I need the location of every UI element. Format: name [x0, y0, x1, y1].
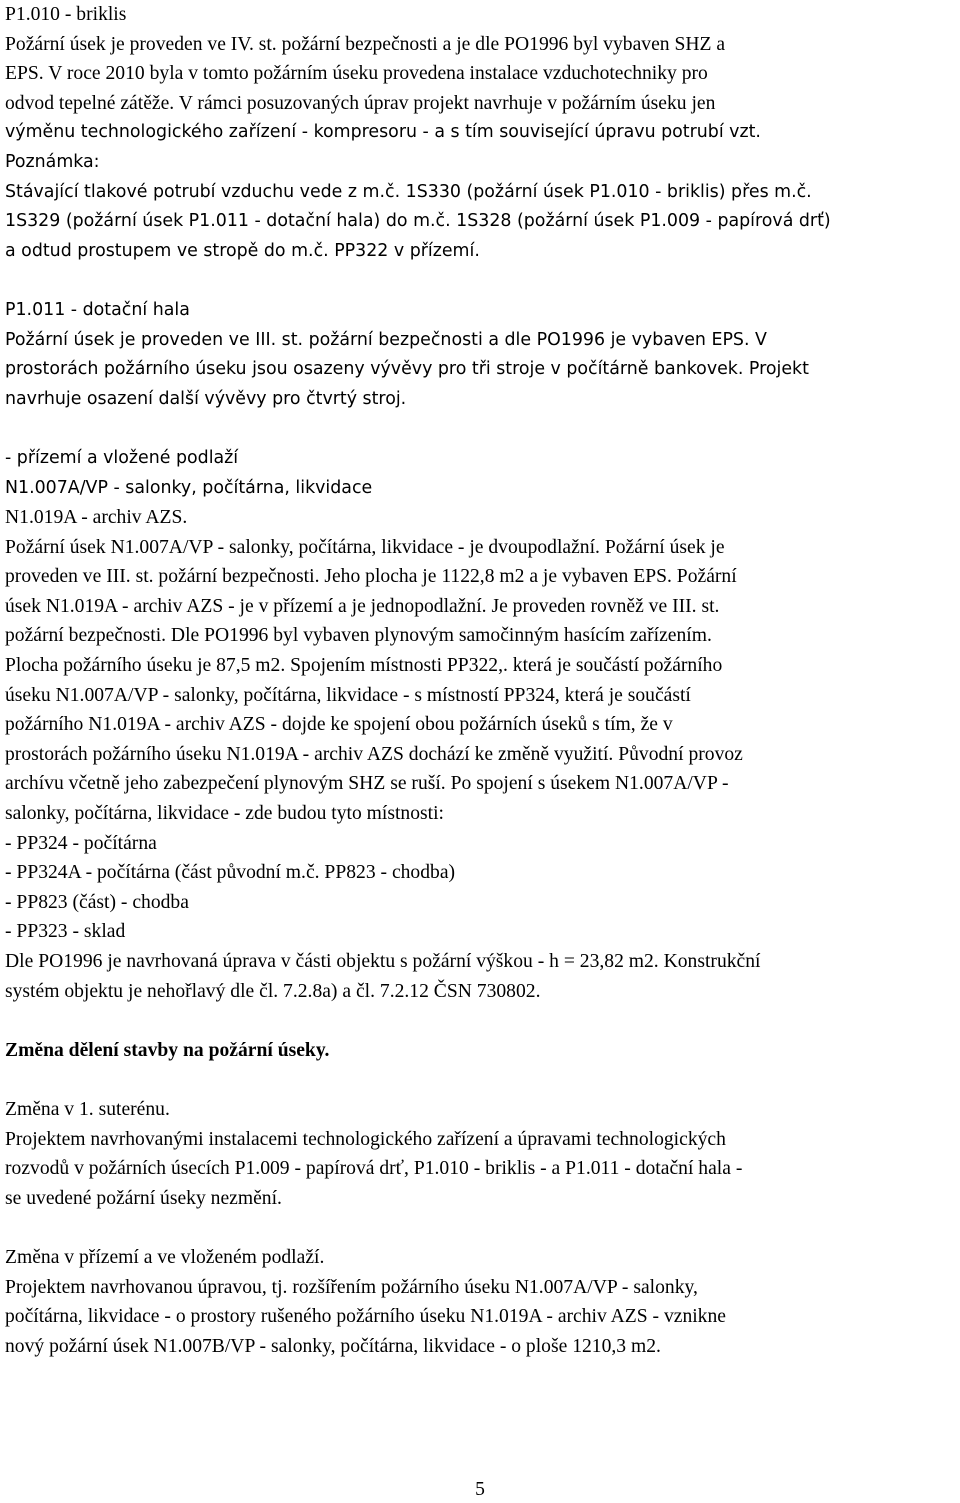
section-briklis [5, 0, 960, 266]
spacer [5, 1006, 960, 1036]
note-label: Poznámka: [5, 151, 100, 172]
page-number: 5 [475, 1479, 485, 1500]
section-heading-dotacni-hala: P1.011 - dotační hala [5, 299, 190, 320]
paragraph-line: odvod tepelné zátěže. V rámci posuzovaných úprav projekt navrhuje v požárním úseku jen [5, 92, 716, 114]
paragraph-line: prostorách požárního úseku jsou osazeny vývěvy pro tři stroje v počítárně bankovek. Projekt [5, 359, 809, 380]
paragraph-line: Požární úsek je proveden ve IV. st. požární bezpečnosti a je dle PO1996 byl vybaven SHZ a [5, 33, 726, 55]
list-item: N1.019A - archiv AZS. [5, 507, 188, 529]
paragraph-line: EPS. V roce 2010 byla v tomto požárním úseku provedena instalace vzduchotechniky pro [5, 63, 708, 85]
document-page [5, 0, 960, 1361]
list-item: - PP324A - počítárna (část původní m.č. PP823 - chodba) [5, 862, 456, 884]
paragraph-line: se uvedené požární úseky nezmění. [5, 1187, 282, 1209]
paragraph-line: archívu včetně jeho zabezpečení plynovým SHZ se ruší. Po spojení s úsekem N1.007A/VP - [5, 773, 729, 795]
spacer [5, 414, 960, 444]
paragraph-line: Požární úsek N1.007A/VP - salonky, počítárna, likvidace - je dvoupodlažní. Požární úsek je [5, 536, 725, 558]
paragraph-line: salonky, počítárna, likvidace - zde budou tyto místnosti: [5, 803, 444, 825]
spacer [5, 1213, 960, 1243]
subsection-heading-suteren: Změna v 1. suterénu. [5, 1098, 170, 1120]
paragraph-line: požárního N1.019A - archiv AZS - dojde ke spojení obou požárních úseků s tím, že v [5, 714, 673, 736]
paragraph-line: Dle PO1996 je navrhovaná úprava v části objektu s požární výškou - h = 23,82 m2. Konstrukční [5, 951, 761, 972]
paragraph-line: požární bezpečnosti. Dle PO1996 byl vybaven plynovým samočinným hasícím zařízením. [5, 625, 712, 647]
paragraph-line: Plocha požárního úseku je 87,5 m2. Spojením místnosti PP322,. která je součástí požárního [5, 655, 723, 677]
spacer [5, 266, 960, 296]
paragraph-line: úseku N1.007A/VP - salonky, počítárna, likvidace - s místností PP324, která je součástí [5, 684, 691, 706]
section-zmena [5, 1036, 960, 1362]
paragraph-line: Požární úsek je proveden ve III. st. požární bezpečnosti a dle PO1996 je vybaven EPS. V [5, 329, 767, 350]
list-item: - PP324 - počítárna [5, 832, 157, 854]
paragraph-line: Projektem navrhovanými instalacemi technologického zařízení a úpravami technologických [5, 1128, 726, 1150]
paragraph-line: navrhuje osazení další vývěvy pro čtvrtý stroj. [5, 388, 407, 409]
paragraph-line: úsek N1.019A - archiv AZS - je v přízemí a je jednopodlažní. Je proveden rovněž ve III. st. [5, 595, 720, 617]
paragraph-line: systém objektu je nehořlavý dle čl. 7.2.8a) a čl. 7.2.12 ČSN 730802. [5, 980, 541, 1002]
section-prizemi [5, 444, 960, 1006]
note-line: Stávající tlakové potrubí vzduchu vede z m.č. 1S330 (požární úsek P1.010 - briklis) přes m.č. [5, 181, 812, 202]
spacer [5, 1065, 960, 1095]
subsection-heading-prizemi: Změna v přízemí a ve vloženém podlaží. [5, 1246, 325, 1268]
section-heading-zmena: Změna dělení stavby na požární úseky. [5, 1039, 330, 1061]
list-item: N1.007A/VP - salonky, počítárna, likvidace [5, 477, 373, 498]
paragraph-line: nový požární úsek N1.007B/VP - salonky, počítárna, likvidace - o ploše 1210,3 m2. [5, 1335, 661, 1357]
paragraph-line: Projektem navrhovanou úpravou, tj. rozšířením požárního úseku N1.007A/VP - salonky, [5, 1276, 698, 1298]
note-line: a odtud prostupem ve stropě do m.č. PP322 v přízemí. [5, 240, 480, 261]
list-item: - PP323 - sklad [5, 921, 126, 943]
paragraph-line: výměnu technologického zařízení - kompresoru - a s tím související úpravu potrubí vzt. [5, 122, 761, 143]
section-heading-briklis: P1.010 - briklis [5, 4, 127, 25]
paragraph-line: rozvodů v požárních úsecích P1.009 - papírová drť, P1.010 - briklis - a P1.011 - dotační hala - [5, 1158, 743, 1180]
note-line: 1S329 (požární úsek P1.011 - dotační hala) do m.č. 1S328 (požární úsek P1.009 - papírová drť) [5, 211, 831, 232]
paragraph-line: prostorách požárního úseku N1.019A - archiv AZS dochází ke změně využití. Původní provoz [5, 743, 743, 765]
subsection-heading: - přízemí a vložené podlaží [5, 447, 239, 468]
section-dotacni-hala [5, 296, 960, 414]
paragraph-line: počítárna, likvidace - o prostory rušeného požárního úseku N1.019A - archiv AZS - vznikne [5, 1306, 726, 1328]
paragraph-line: proveden ve III. st. požární bezpečnosti. Jeho plocha je 1122,8 m2 a je vybaven EPS. Požární [5, 566, 737, 588]
list-item: - PP823 (část) - chodba [5, 891, 189, 913]
